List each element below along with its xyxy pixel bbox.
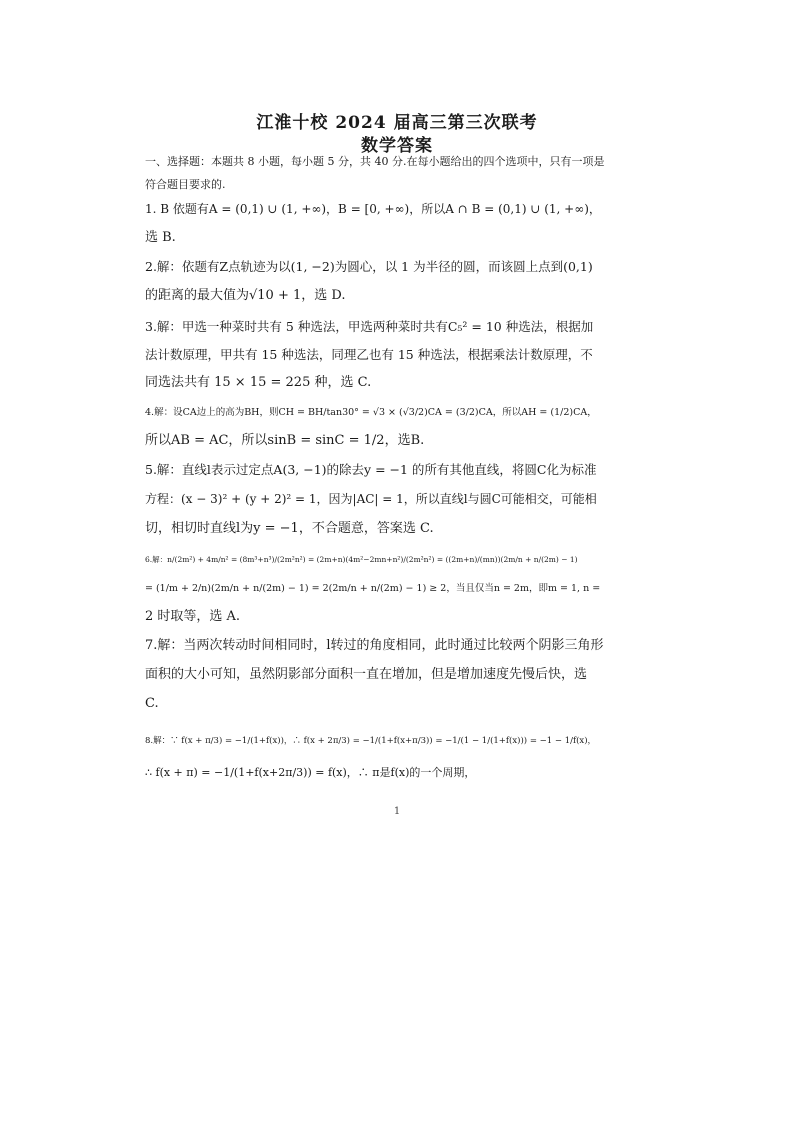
- answer-6-cont: = (1/m + 2/n)(2m/n + n/(2m) − 1) = 2(2m/n + n/(2m) − 1) ≥ 2，当且仅当n = 2m，即m = 1, n =: [145, 583, 601, 594]
- answer-3-cont: 法计数原理，甲共有 15 种选法，同理乙也有 15 种选法，根据乘法计数原理，不: [145, 347, 593, 362]
- answer-3: 3.解：甲选一种菜时共有 5 种选法，甲选两种菜时共有C₅² = 10 种选法，根据加: [145, 319, 594, 334]
- answer-7-cont: 面积的大小可知，虽然阴影部分面积一直在增加，但是增加速度先慢后快，选: [145, 667, 588, 682]
- answer-7-cont2: C.: [145, 696, 159, 711]
- answer-2: 2.解：依题有Z点轨迹为以(1, −2)为圆心，以 1 为半径的圆，而该圆上点到(0,1): [145, 259, 593, 274]
- answer-4: 4.解：设CA边上的高为BH，则CH = BH/tan30° = √3 × (√3/2)CA = (3/2)CA，所以AH = (1/2)CA，: [145, 407, 597, 418]
- answer-5: 5.解：直线l表示过定点A(3, −1)的除去y = −1 的所有其他直线，将圆C化为标准: [145, 462, 597, 477]
- answer-6-cont2: 2 时取等，选 A.: [145, 609, 241, 624]
- answer-5-cont2: 切，相切时直线l为y = −1，不合题意，答案选 C.: [145, 521, 434, 536]
- section-instruction-cont: 符合题目要求的.: [145, 178, 226, 191]
- answer-6: 6.解：n/(2m²) + 4m/n² = (8m³+n³)/(2m²n²) = (2m+n)(4m²−2mn+n²)/(2m²n²) = ((2m+n)/(mn))(2m/n + n/(2m) − 1): [145, 555, 578, 564]
- answer-5-cont: 方程：(x − 3)² + (y + 2)² = 1，因为|AC| = 1，所以直线l与圆C可能相交，可能相: [145, 492, 597, 506]
- section-instruction: 一、选择题：本题共 8 小题，每小题 5 分，共 40 分.在每小题给出的四个选项中，只有一项是: [145, 155, 605, 168]
- answer-7: 7.解：当两次转动时间相同时，l转过的角度相同，此时通过比较两个阴影三角形: [145, 638, 604, 653]
- document-title: 江淮十校 2024 届高三第三次联考: [256, 113, 538, 133]
- answer-1-cont: 选 B.: [145, 230, 176, 245]
- document-subtitle: 数学答案: [361, 136, 433, 156]
- page-number: 1: [393, 806, 401, 817]
- answer-2-cont: 的距离的最大值为√10 + 1，选 D.: [145, 288, 346, 303]
- answer-1: 1. B 依题有A = (0,1) ∪ (1, +∞)，B = [0, +∞)，所以A ∩ B = (0,1) ∪ (1, +∞)，: [145, 202, 601, 216]
- answer-8-cont: ∴ f(x + π) = −1/(1+f(x+2π/3)) = f(x)，∴ π是f(x)的一个周期，: [145, 766, 476, 779]
- answer-3-cont2: 同选法共有 15 × 15 = 225 种，选 C.: [145, 375, 372, 390]
- answer-8: 8.解：∵ f(x + π/3) = −1/(1+f(x))，∴ f(x + 2π/3) = −1/(1+f(x+π/3)) = −1/(1 − 1/(1+f(x))) = −1 − 1/f(x)，: [145, 736, 597, 746]
- answer-4-cont: 所以AB = AC，所以sinB = sinC = 1/2，选B.: [145, 433, 425, 448]
